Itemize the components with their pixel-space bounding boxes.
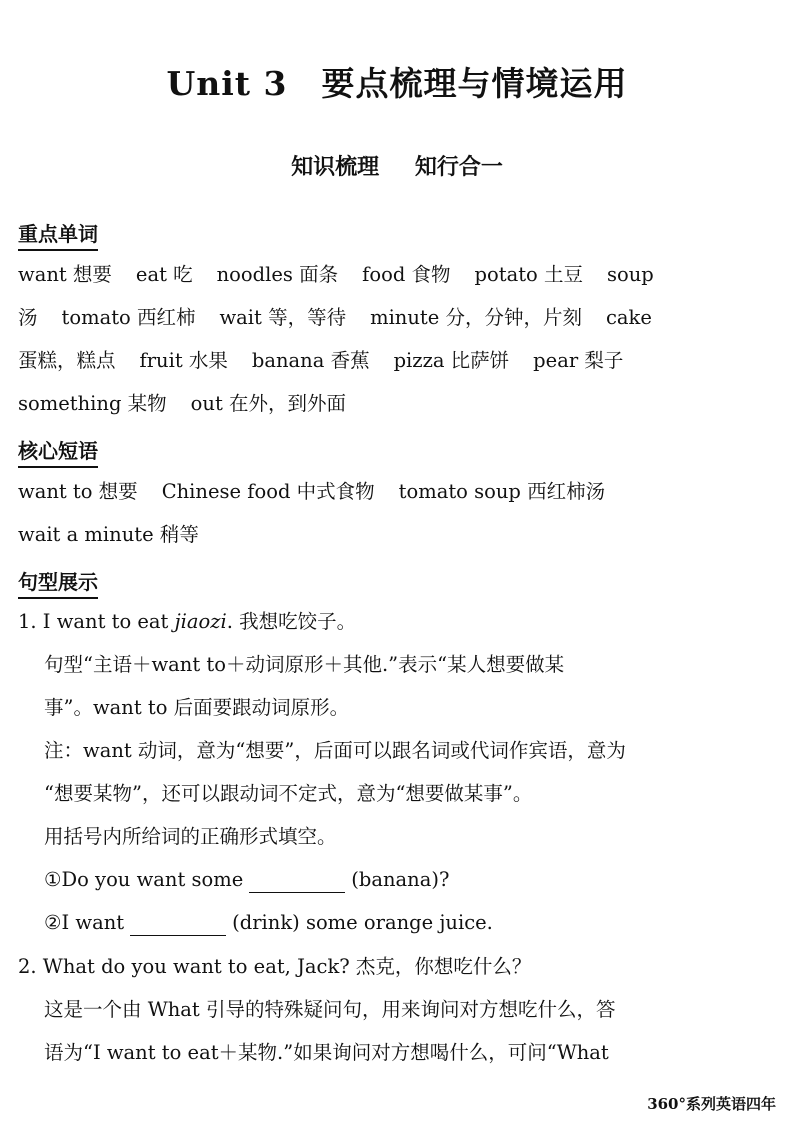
phrase-item: Chinese food 中式食物	[161, 480, 375, 503]
words-line-3	[18, 348, 647, 374]
word-item: eat 吃	[135, 263, 193, 286]
phrases-line-1	[18, 479, 629, 505]
word-item: want 想要	[18, 263, 112, 286]
answer-blank-1[interactable]	[249, 872, 345, 893]
word-item: wait 等，等待	[219, 306, 347, 329]
question-1-hint: (banana)?	[351, 868, 450, 891]
note-line-1: 注：want 动词，意为“想要”，后面可以跟名词或代词作宾语，意为	[44, 739, 626, 762]
sentence-1-suffix: . 我想吃饺子。	[226, 610, 357, 633]
exercise-instruction: 用括号内所给词的正确形式填空。	[44, 825, 337, 848]
sentences-heading: 句型展示	[18, 566, 98, 599]
word-item: out 在外，到外面	[190, 392, 346, 415]
phrase-item: want to 想要	[18, 480, 138, 503]
subtitle-part-2: 知行合一	[414, 154, 503, 180]
word-item: pear 梨子	[533, 349, 624, 372]
word-item: 蛋糕，糕点	[18, 349, 116, 372]
words-line-4	[18, 391, 370, 417]
exercise-question-2	[44, 910, 493, 936]
note-line-2: “想要某物”，还可以跟动词不定式，意为“想要做某事”。	[44, 782, 533, 805]
word-item: pizza 比萨饼	[393, 349, 510, 372]
word-item: potato 土豆	[474, 263, 583, 286]
word-item: noodles 面条	[216, 263, 339, 286]
words-heading: 重点单词	[18, 218, 98, 251]
question-2-hint: (drink) some orange juice.	[232, 911, 493, 934]
phrases-line-2	[18, 522, 223, 548]
word-item: 汤	[18, 306, 38, 329]
phrase-item: tomato soup 西红柿汤	[398, 480, 606, 503]
sentence-1	[18, 609, 356, 635]
words-line-2	[18, 305, 676, 331]
sentence-2-line-1: 这是一个由 What 引导的特殊疑问句，用来询问对方想吃什么，答	[44, 998, 616, 1021]
sentence-2-line-2: 语为“I want to eat＋某物.”如果询问对方想喝什么，可问“What	[44, 1041, 609, 1064]
word-item: cake	[606, 306, 652, 329]
page-footer: 360°系列英语四年	[647, 1095, 776, 1113]
explanation-line-2: 事”。want to 后面要跟动词原形。	[44, 696, 350, 719]
exercise-question-1	[44, 867, 449, 893]
word-item: food 食物	[362, 263, 451, 286]
answer-blank-2[interactable]	[130, 915, 226, 936]
word-item: banana 香蕉	[251, 349, 370, 372]
section-subtitle	[0, 150, 794, 181]
phrase-item: wait a minute 稍等	[18, 523, 199, 546]
word-item: fruit 水果	[139, 349, 228, 372]
question-2-text: ②I want	[44, 911, 125, 934]
word-item: soup	[607, 263, 654, 286]
words-line-1	[18, 262, 678, 288]
sentence-1-pinyin: jiaozi	[174, 610, 227, 633]
sentence-1-prefix: 1. I want to eat	[18, 610, 175, 633]
question-1-text: ①Do you want some	[44, 868, 244, 891]
sentence-2: 2. What do you want to eat, Jack? 杰克，你想吃什么？	[18, 955, 532, 978]
page-title: Unit 3 要点梳理与情境运用	[166, 64, 628, 103]
word-item: tomato 西红柿	[61, 306, 196, 329]
phrases-heading: 核心短语	[18, 435, 98, 468]
word-item: minute 分，分钟，片刻	[370, 306, 582, 329]
explanation-line-1: 句型“主语＋want to＋动词原形＋其他.”表示“某人想要做某	[44, 653, 565, 676]
word-item: something 某物	[18, 392, 167, 415]
subtitle-part-1: 知识梳理	[291, 154, 380, 180]
